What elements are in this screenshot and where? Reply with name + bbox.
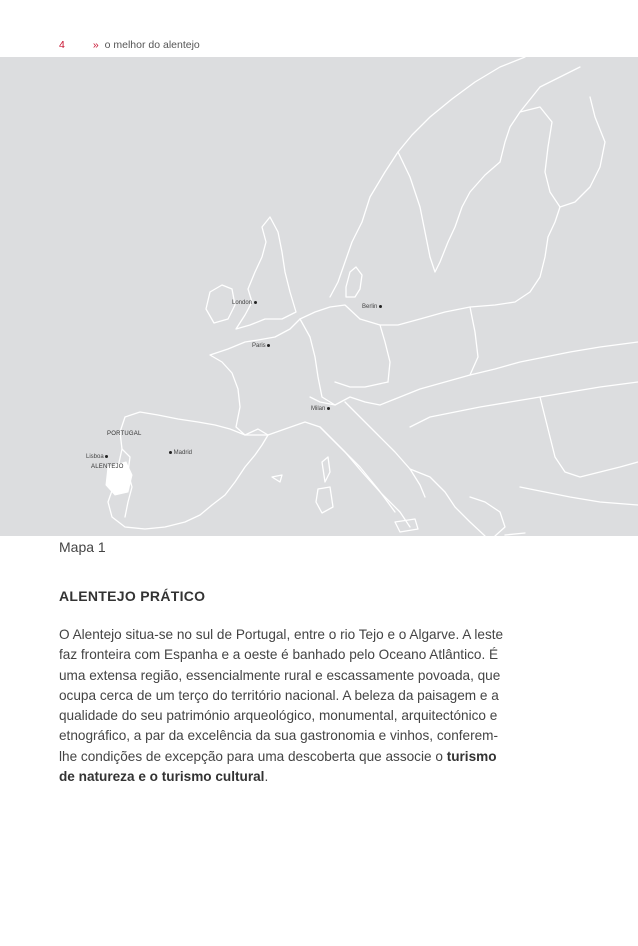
mediterranean-coast bbox=[268, 422, 410, 527]
eastern-borders bbox=[395, 342, 638, 399]
sweden-coast bbox=[430, 162, 500, 272]
region-portugal: PORTUGAL bbox=[107, 431, 142, 437]
germany-south-border bbox=[335, 382, 388, 387]
black-sea-coast bbox=[540, 397, 638, 477]
section-arrows: » bbox=[92, 39, 99, 51]
finland-east bbox=[560, 97, 605, 207]
poland-east bbox=[470, 307, 478, 375]
italy-east bbox=[345, 402, 425, 497]
city-berlin: Berlin bbox=[362, 304, 382, 310]
europe-map bbox=[0, 57, 638, 536]
section-heading: ALENTEJO PRÁTICO bbox=[59, 588, 206, 604]
ireland bbox=[206, 285, 235, 323]
region-alentejo: ALENTEJO bbox=[91, 464, 124, 470]
great-britain bbox=[236, 217, 296, 329]
city-paris: Paris bbox=[252, 343, 270, 349]
paragraph-bold-phrase: turismo de natureza e o turismo cultural bbox=[59, 748, 497, 785]
section-title: o melhor do alentejo bbox=[104, 39, 200, 51]
balkans-north bbox=[410, 382, 638, 427]
gulf-of-bothnia bbox=[500, 107, 560, 207]
balkans-coast bbox=[410, 469, 485, 536]
sardinia bbox=[316, 487, 333, 513]
body-paragraph bbox=[59, 625, 511, 787]
north-sea-coast bbox=[300, 305, 360, 319]
page-header bbox=[59, 39, 200, 51]
balearics bbox=[272, 475, 282, 482]
greece bbox=[470, 497, 505, 536]
paragraph-end: . bbox=[264, 769, 269, 785]
turkey-coast bbox=[520, 487, 638, 505]
city-dot-icon bbox=[327, 407, 330, 410]
france-coast bbox=[210, 319, 300, 435]
city-dot-icon bbox=[169, 451, 172, 454]
city-dot-icon bbox=[267, 344, 270, 347]
scandinavia-coast bbox=[330, 57, 525, 297]
denmark bbox=[346, 267, 362, 297]
iberia bbox=[108, 412, 268, 529]
norway-sweden-border bbox=[398, 152, 430, 257]
baltic-coast bbox=[360, 207, 560, 325]
page-number: 4 bbox=[59, 39, 65, 51]
finland-border bbox=[520, 67, 580, 112]
city-dot-icon bbox=[379, 305, 382, 308]
city-lisboa: Lisboa bbox=[86, 454, 108, 460]
paragraph-start: O Alentejo situa-se no sul de Portugal, entre o rio Tejo e o Algarve. A leste faz fronteira com Espanha e a oeste é banhado pelo Oceano Atlântico. É uma extensa região, essencialmente rural e escassamente povoada, que ocupa cerca de um terço do território nacional. A beleza da paisagem e a qualidade do seu património arqueológico, monumental, arquitectónico e etnográfico, a par da excelência da sua gastronomia e vinhos, conferem-lhe condições de excepção para uma descoberta que associe o bbox=[59, 627, 504, 764]
city-milan: Milan bbox=[311, 406, 330, 412]
germany-poland-border bbox=[380, 325, 390, 382]
city-madrid: Madrid bbox=[169, 450, 192, 456]
crete bbox=[505, 533, 525, 535]
city-dot-icon bbox=[254, 301, 257, 304]
corsica bbox=[322, 457, 330, 482]
france-germany-border bbox=[300, 319, 335, 405]
map-caption: Mapa 1 bbox=[59, 539, 106, 555]
city-dot-icon bbox=[105, 455, 108, 458]
city-london: London bbox=[232, 300, 257, 306]
